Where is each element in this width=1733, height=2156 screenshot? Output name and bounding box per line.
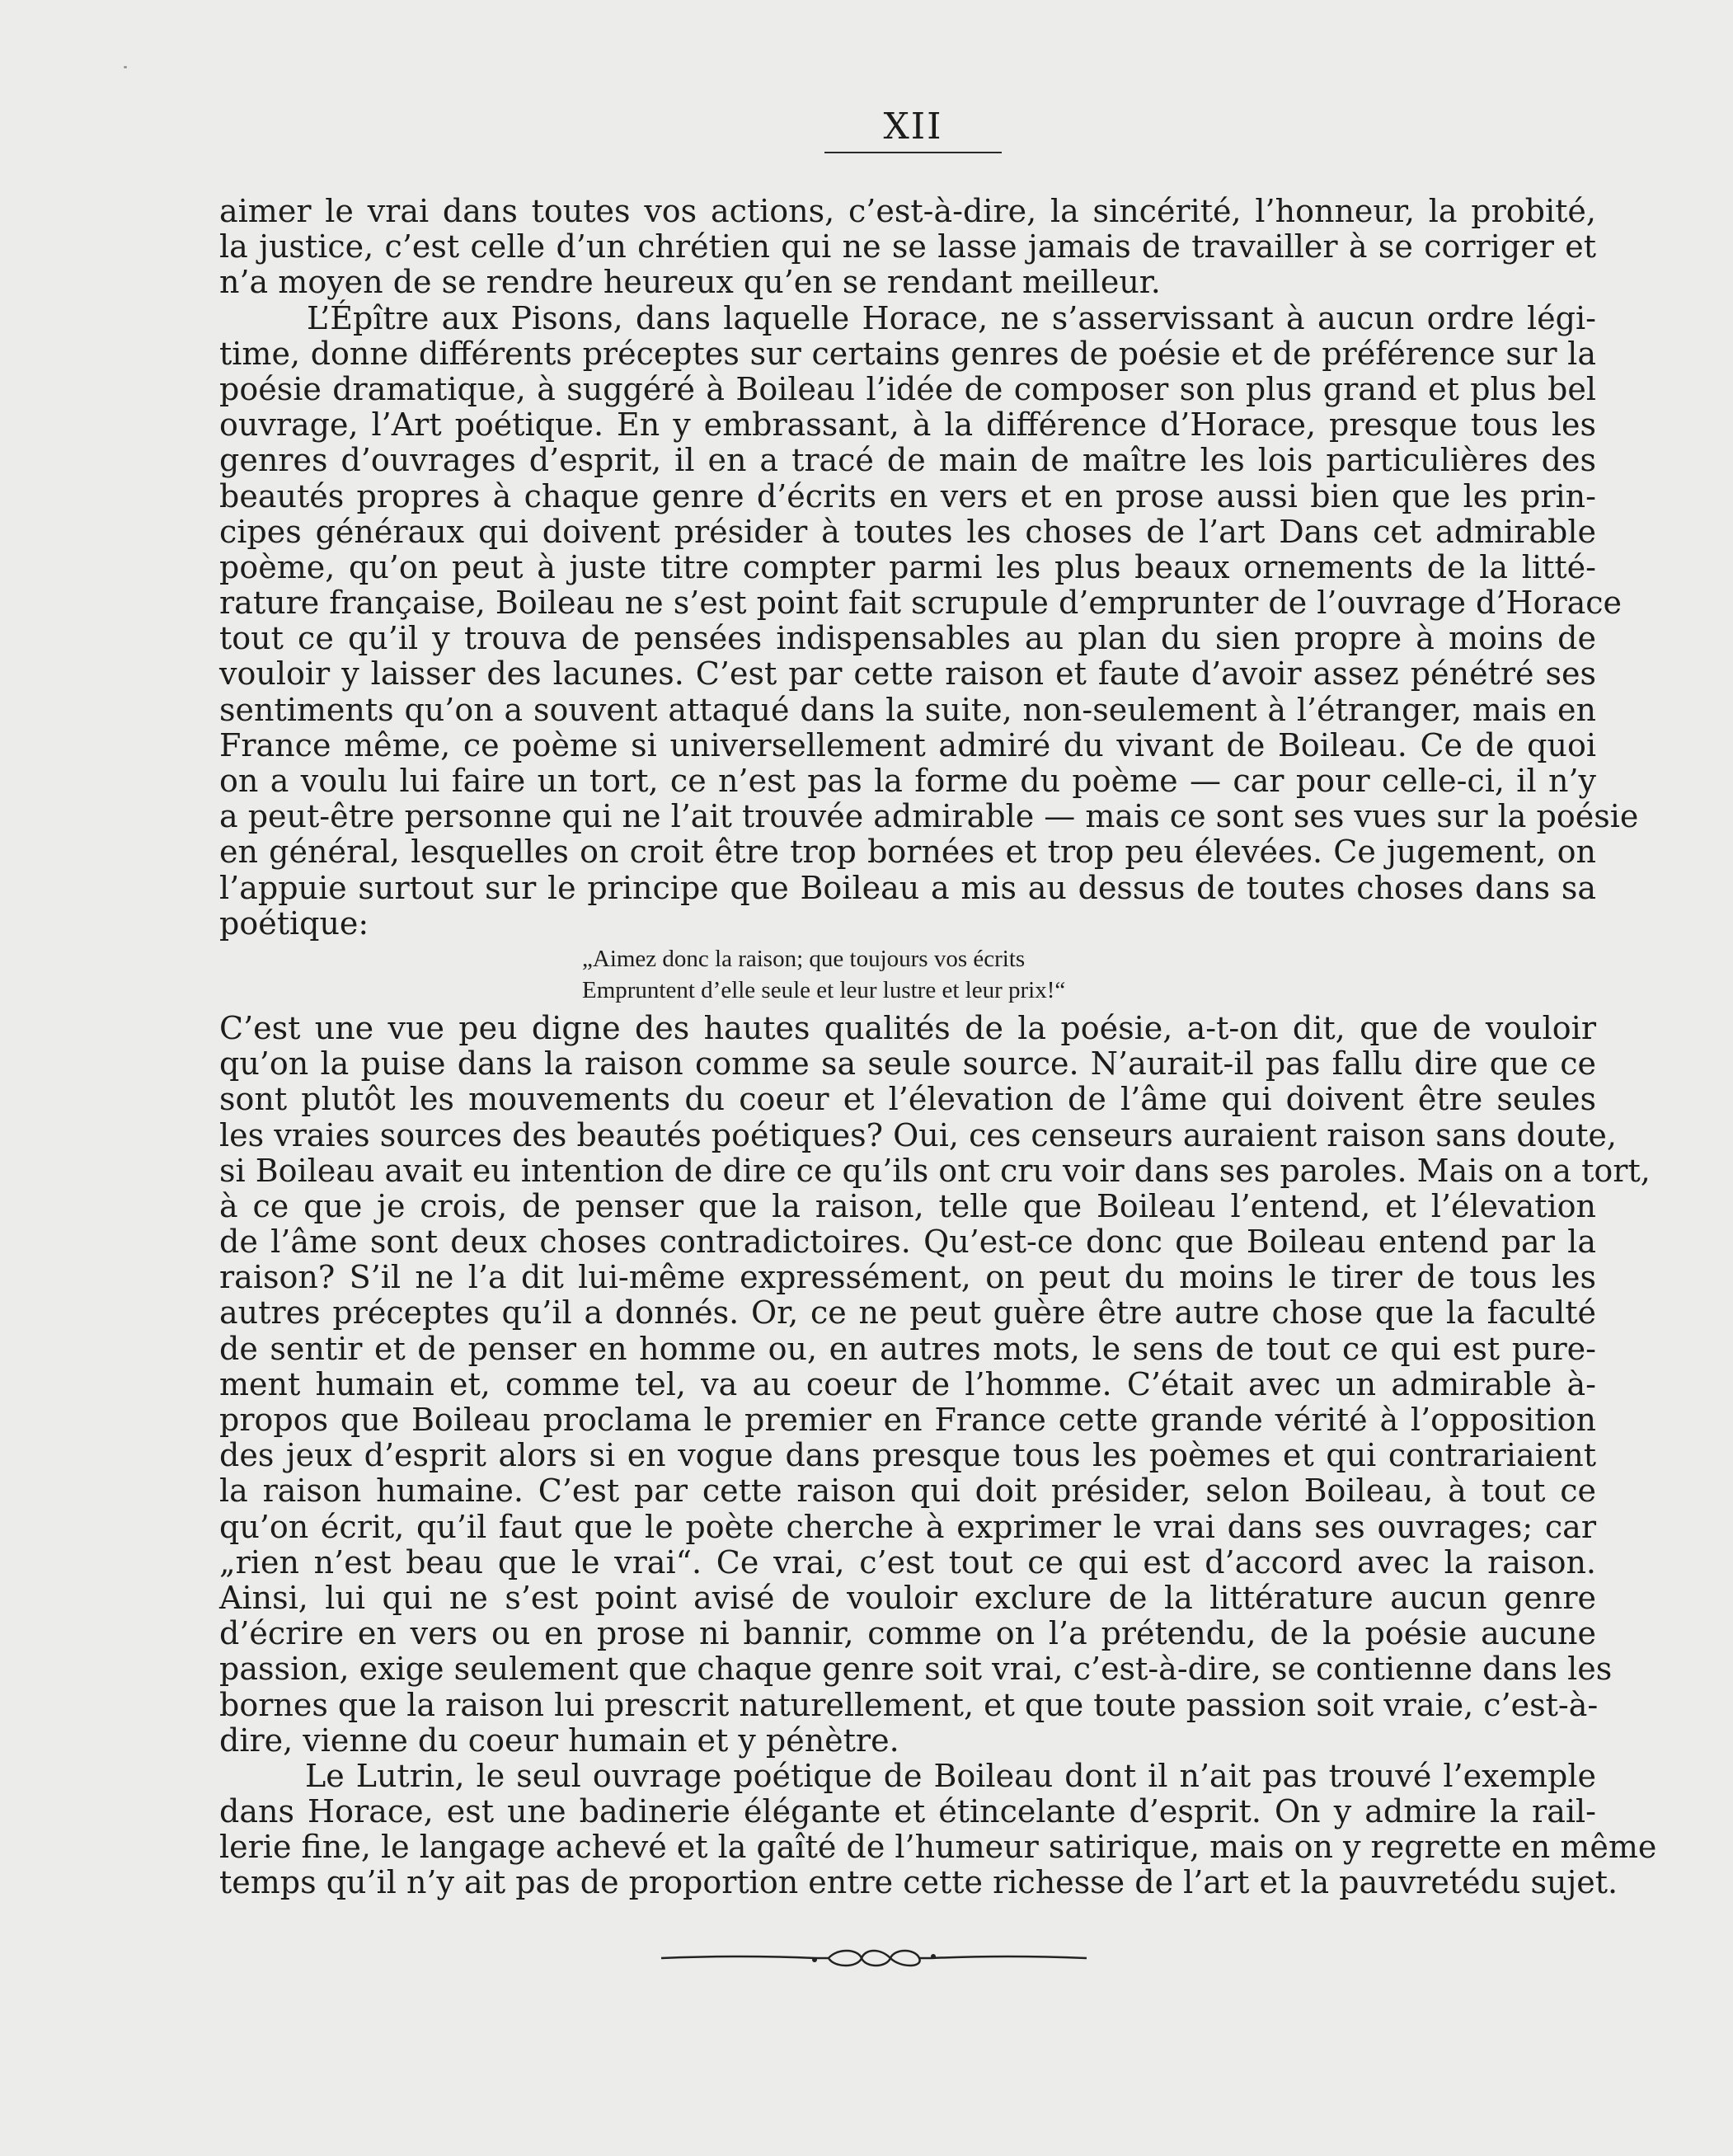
body-text: [219, 193, 1657, 1901]
text-line: on a voulu lui faire un tort, ce n’est pas la forme du poème — car pour celle-ci, il n’y: [219, 763, 1596, 799]
text-line: de sentir et de penser en homme ou, en autres mots, le sens de tout ce qui est pure-: [219, 1330, 1596, 1367]
text-line: poésie dramatique, à suggéré à Boileau l’idée de composer son plus grand et plus bel: [219, 370, 1596, 407]
text-line: vouloir y laisser des lacunes. C’est par cette raison et faute d’avoir assez pénétré ses: [219, 655, 1596, 693]
text-line: raison? S’il ne l’a dit lui-même expressément, on peut du moins le tirer de tous les: [219, 1259, 1596, 1296]
text-line: sont plutôt les mouvements du coeur et l’élevation de l’âme qui doivent être seules: [219, 1081, 1596, 1118]
text-line: de l’âme sont deux choses contradictoires. Qu’est-ce donc que Boileau entend par la: [219, 1224, 1596, 1261]
text-line: à ce que je crois, de penser que la raison, telle que Boileau l’entend, et l’élevation: [219, 1187, 1596, 1224]
text-line: aimer le vrai dans toutes vos actions, c’est-à-dire, la sincérité, l’honneur, la probité,: [219, 193, 1596, 229]
ornament-divider-icon: [660, 1942, 1088, 1975]
text-line: poème, qu’on peut à juste titre compter parmi les plus beaux ornements de la litté-: [219, 548, 1596, 585]
text-line: sentiments qu’on a souvent attaqué dans la suite, non-seulement à l’étranger, mais en: [219, 691, 1596, 728]
text-line: lerie fine, le langage achevé et la gaîté de l’humeur satirique, mais on y regrette en même: [219, 1829, 1657, 1866]
text-line: l’appuie surtout sur le principe que Boileau a mis au dessus de toutes choses dans sa: [219, 869, 1596, 906]
text-line: „rien n’est beau que le vrai“. Ce vrai, c’est tout ce qui est d’accord avec la raison.: [219, 1543, 1596, 1581]
text-line: qu’on écrit, qu’il faut que le poète cherche à exprimer le vrai dans ses ouvrages; car: [219, 1508, 1596, 1545]
text-line: dans Horace, est une badinerie élégante et étincelante d’esprit. On y admire la rail-: [219, 1793, 1596, 1830]
text-line: dire, vienne du coeur humain et y pénètre.: [219, 1722, 899, 1759]
text-line: a peut-être personne qui ne l’ait trouvée admirable — mais ce sont ses vues sur la poésie: [219, 798, 1639, 835]
page-number: XII: [883, 106, 943, 148]
text-line: n’a moyen de se rendre heureux qu’en se rendant meilleur.: [219, 264, 1161, 301]
text-line: ment humain et, comme tel, va au coeur de l’homme. C’était avec un admirable à-: [219, 1365, 1596, 1402]
text-line: beautés propres à chaque genre d’écrits en vers et en prose aussi bien que les prin-: [219, 477, 1596, 514]
text-line: des jeux d’esprit alors si en vogue dans presque tous les poèmes et qui contrariaient: [219, 1437, 1596, 1474]
quote-line: Empruntent d’elle seule et leur lustre et leur prix!“: [582, 976, 1066, 1003]
text-line: qu’on la puise dans la raison comme sa seule source. N’aurait-il pas fallu dire que ce: [219, 1045, 1596, 1083]
quote-line: „Aimez donc la raison; que toujours vos écrits: [582, 945, 1026, 972]
text-line: temps qu’il n’y ait pas de proportion entre cette richesse de l’art et la pauvretédu sujet.: [219, 1864, 1618, 1901]
text-line: la raison humaine. C’est par cette raison qui doit présider, selon Boileau, à tout ce: [219, 1473, 1596, 1510]
text-line: rature française, Boileau ne s’est point fait scrupule d’emprunter de l’ouvrage d’Horace: [219, 585, 1623, 622]
page-number-rule: [824, 152, 1002, 153]
text-line: passion, exige seulement que chaque genre soit vrai, c’est-à-dire, se contienne dans les: [219, 1651, 1613, 1688]
text-line: tout ce qu’il y trouva de pensées indispensables au plan du sien propre à moins de: [219, 620, 1596, 657]
text-line: poétique:: [219, 904, 369, 942]
text-line: d’écrire en vers ou en prose ni bannir, comme on l’a prétendu, de la poésie aucune: [219, 1615, 1596, 1652]
text-line: si Boileau avait eu intention de dire ce qu’ils ont cru voir dans ses paroles. Mais on a tort,: [219, 1152, 1651, 1189]
text-line: genres d’ouvrages d’esprit, il en a tracé de main de maître les lois particulières des: [219, 442, 1596, 479]
text-line: France même, ce poème si universellement admiré du vivant de Boileau. Ce de quoi: [219, 726, 1596, 763]
text-line: C’est une vue peu digne des hautes qualités de la poésie, a-t-on dit, que de vouloir: [219, 1009, 1596, 1046]
margin-speck: [124, 66, 127, 68]
text-line: les vraies sources des beautés poétiques? Oui, ces censeurs auraient raison sans doute,: [219, 1116, 1617, 1153]
text-line: Le Lutrin, le seul ouvrage poétique de Boileau dont il n’ait pas trouvé l’exemple: [305, 1757, 1596, 1794]
text-line: bornes que la raison lui prescrit naturellement, et que toute passion soit vraie, c’est-à-: [219, 1686, 1599, 1723]
text-line: propos que Boileau proclama le premier en France cette grande vérité à l’opposition: [219, 1402, 1596, 1438]
text-line: ouvrage, l’Art poétique. En y embrassant, à la différence d’Horace, presque tous les: [219, 406, 1596, 444]
text-line: en général, lesquelles on croit être trop bornées et trop peu élevées. Ce jugement, on: [219, 834, 1596, 871]
text-line: cipes généraux qui doivent présider à toutes les choses de l’art Dans cet admirable: [219, 513, 1596, 550]
text-line: la justice, c’est celle d’un chrétien qui ne se lasse jamais de travailler à se corriger et: [219, 228, 1596, 265]
text-line: L’Épître aux Pisons, dans laquelle Horace, ne s’asservissant à aucun ordre légi-: [307, 299, 1596, 336]
text-line: time, donne différents préceptes sur certains genres de poésie et de préférence sur la: [219, 335, 1596, 372]
text-line: autres préceptes qu’il a donnés. Or, ce ne peut guère être autre chose que la faculté: [219, 1294, 1596, 1332]
text-line: Ainsi, lui qui ne s’est point avisé de vouloir exclure de la littérature aucun genre: [219, 1579, 1596, 1616]
